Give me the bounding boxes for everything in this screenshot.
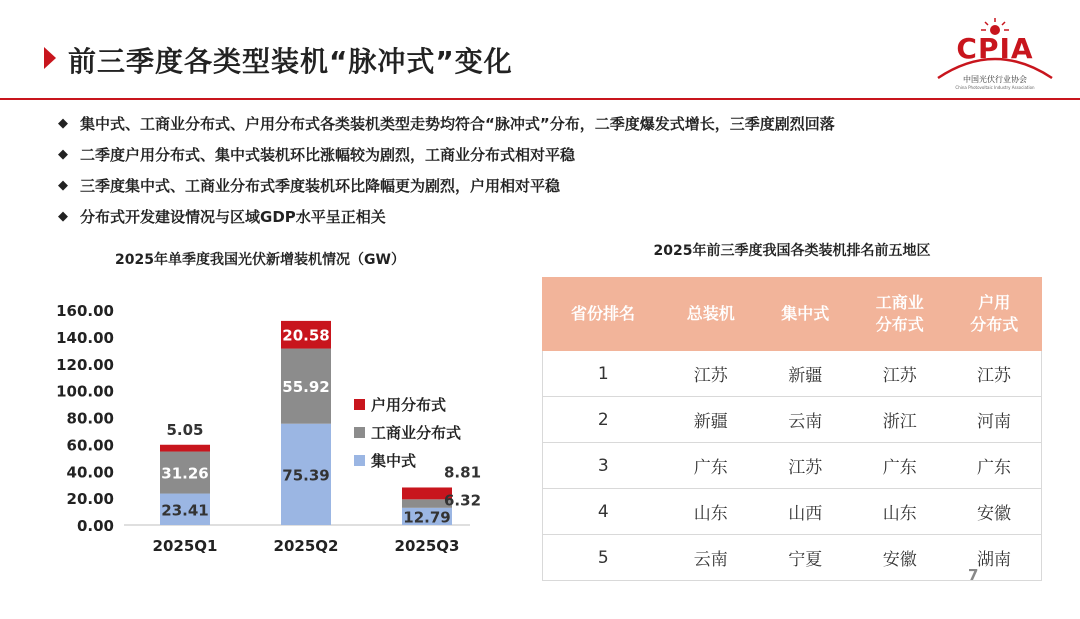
bullet-text: 三季度集中式、工商业分布式季度装机环比降幅更为剧烈，户用相对平稳: [80, 177, 561, 195]
header-commercial: 工商业 分布式: [852, 278, 946, 351]
legend-label: 户用分布式: [371, 396, 447, 414]
bullet-text: 二季度户用分布式、集中式装机环比涨幅较为剧烈，工商业分布式相对平稳: [80, 146, 576, 164]
table-cell: 山东: [852, 489, 946, 535]
table-cell: 3: [543, 443, 664, 489]
table-cell: 山西: [758, 489, 852, 535]
bar-segment: [160, 445, 210, 452]
chart-title: 2025年单季度我国光伏新增装机情况（GW）: [115, 252, 405, 268]
logo-text: CPIA: [956, 32, 1034, 65]
table-cell: 云南: [758, 397, 852, 443]
table-cell: 安徽: [947, 489, 1042, 535]
bullet-item: [58, 113, 835, 144]
stacked-bar-chart: [0, 290, 540, 580]
table-cell: 1: [543, 351, 664, 397]
table-cell: 江苏: [947, 351, 1042, 397]
logo-english: China Photovoltaic Industry Association: [955, 85, 1035, 90]
table-cell: 广东: [947, 443, 1042, 489]
y-tick-label: 120.00: [56, 355, 114, 374]
table-cell: 广东: [664, 443, 758, 489]
y-tick-label: 40.00: [66, 463, 114, 482]
page-title: 前三季度各类型装机“脉冲式”变化: [68, 45, 513, 78]
table-cell: 4: [543, 489, 664, 535]
data-label: 8.81: [444, 463, 482, 482]
bullet-item: [58, 175, 835, 206]
table-cell: 浙江: [852, 397, 946, 443]
title-divider: [0, 98, 1080, 100]
diamond-bullet-icon: ◆: [58, 116, 68, 131]
header-rank: 省份排名: [543, 278, 664, 351]
data-label: 23.41: [161, 501, 209, 520]
diamond-bullet-icon: ◆: [58, 178, 68, 193]
table-cell: 宁夏: [758, 535, 852, 581]
bullet-item: [58, 206, 835, 237]
table-title: 2025年前三季度我国各类装机排名前五地区: [653, 243, 931, 259]
y-tick-label: 100.00: [56, 382, 114, 401]
data-label: 55.92: [282, 378, 330, 397]
legend-swatch: [354, 399, 365, 410]
header-total: 总装机: [664, 278, 758, 351]
bullet-text: 分布式开发建设情况与区域GDP水平呈正相关: [80, 208, 386, 226]
legend-label: 集中式: [371, 452, 417, 470]
table-cell: 江苏: [664, 351, 758, 397]
data-label: 75.39: [282, 466, 330, 485]
table-row: [543, 443, 1042, 489]
bullet-item: [58, 144, 835, 175]
diamond-bullet-icon: ◆: [58, 147, 68, 162]
ranking-table: [542, 277, 1042, 581]
table-cell: 江苏: [758, 443, 852, 489]
table-cell: 安徽: [852, 535, 946, 581]
title-arrow-icon: [44, 47, 56, 69]
legend-swatch: [354, 455, 365, 466]
table-row: [543, 397, 1042, 443]
table-cell: 新疆: [758, 351, 852, 397]
table-cell: 新疆: [664, 397, 758, 443]
table-row: [543, 489, 1042, 535]
table-cell: 2: [543, 397, 664, 443]
table-cell: 河南: [947, 397, 1042, 443]
table-cell: 江苏: [852, 351, 946, 397]
table-row: [543, 351, 1042, 397]
table-cell: 云南: [664, 535, 758, 581]
y-tick-label: 20.00: [66, 490, 114, 509]
y-tick-label: 140.00: [56, 328, 114, 347]
table-row: [543, 535, 1042, 581]
logo-subtitle: 中国光伏行业协会: [963, 75, 1027, 84]
y-tick-label: 60.00: [66, 436, 114, 455]
cpia-logo: [930, 16, 1060, 92]
header-residential: 户用 分布式: [947, 278, 1042, 351]
legend-swatch: [354, 427, 365, 438]
table-cell: 山东: [664, 489, 758, 535]
data-label: 12.79: [403, 508, 451, 527]
page-number: 7: [968, 566, 979, 584]
table-cell: 湖南: [947, 535, 1042, 581]
data-label: 31.26: [161, 464, 209, 483]
x-tick-label: 2025Q2: [273, 537, 339, 555]
legend-label: 工商业分布式: [371, 424, 462, 442]
table-cell: 5: [543, 535, 664, 581]
bullet-text: 集中式、工商业分布式、户用分布式各类装机类型走势均符合“脉冲式”分布，二季度爆发式增长，三季度剧烈回落: [80, 115, 835, 133]
diamond-bullet-icon: ◆: [58, 209, 68, 224]
data-label: 6.32: [444, 491, 482, 510]
y-tick-label: 0.00: [76, 517, 114, 535]
x-tick-label: 2025Q3: [394, 537, 460, 555]
data-label: 20.58: [282, 326, 330, 345]
y-tick-label: 80.00: [66, 409, 114, 428]
data-label: 5.05: [166, 420, 204, 439]
x-tick-label: 2025Q1: [152, 537, 218, 555]
y-tick-label: 160.00: [56, 302, 114, 320]
bullet-list: [58, 113, 835, 237]
header-centralized: 集中式: [758, 278, 852, 351]
table-header-row: [543, 278, 1042, 351]
table-cell: 广东: [852, 443, 946, 489]
